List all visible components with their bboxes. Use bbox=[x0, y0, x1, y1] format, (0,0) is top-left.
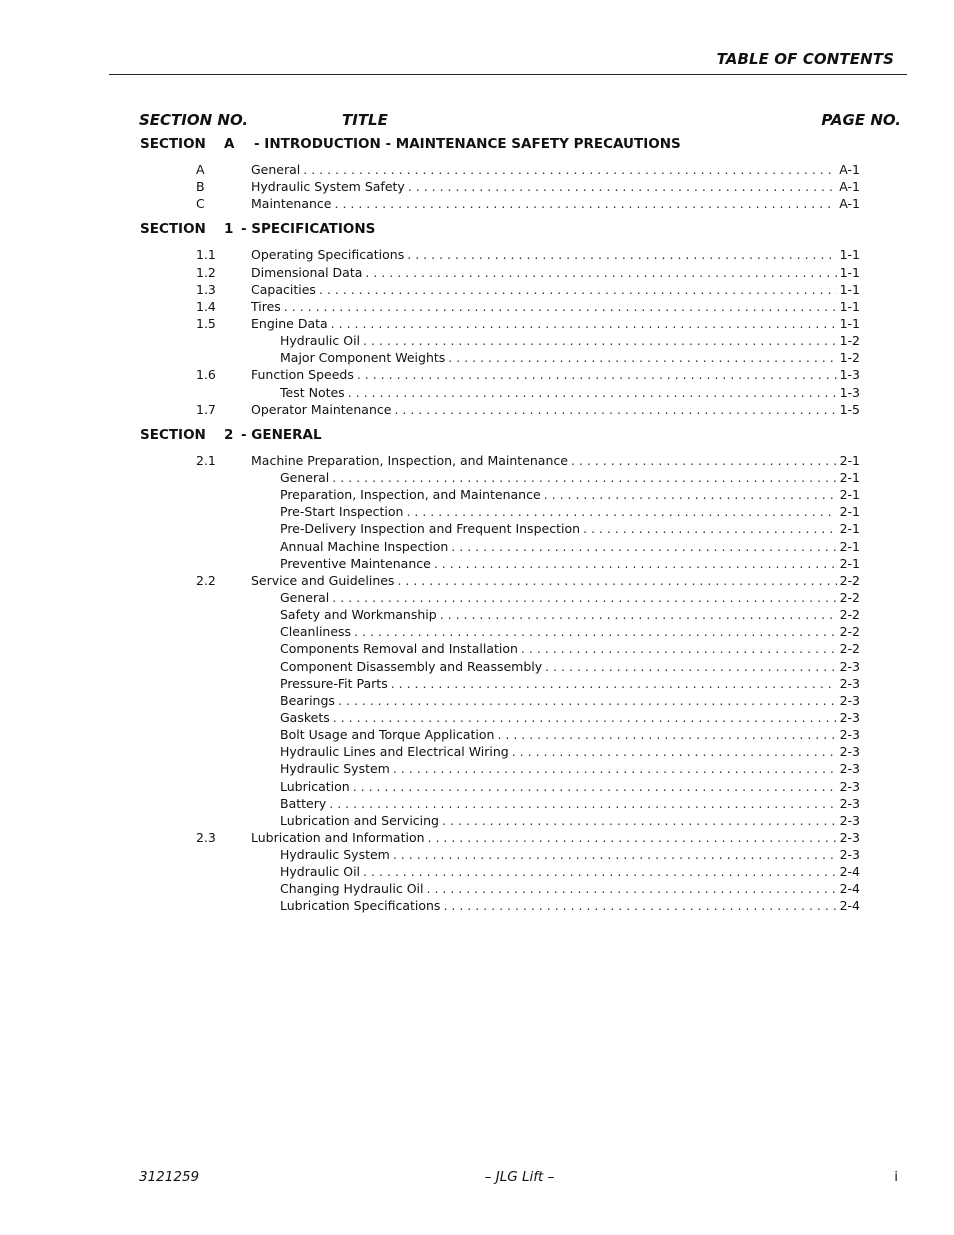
entry-title: Component Disassembly and Reassembly bbox=[280, 658, 543, 674]
dot-leader bbox=[406, 504, 836, 519]
entry-line bbox=[280, 864, 860, 879]
entry-page: 2-1 bbox=[839, 538, 860, 554]
entry-page: 2-2 bbox=[839, 607, 860, 623]
entry-line bbox=[280, 744, 860, 759]
entry-line bbox=[251, 247, 860, 262]
entry-number: 1.1 bbox=[196, 247, 216, 263]
entry-page: 2-1 bbox=[839, 521, 860, 537]
entry-title: Lubrication bbox=[280, 778, 350, 794]
toc-entry[interactable] bbox=[0, 402, 954, 419]
entry-page: 2-3 bbox=[839, 795, 860, 811]
entry-title: Pre-Delivery Inspection and Frequent Inspection bbox=[280, 521, 581, 537]
dot-leader bbox=[335, 196, 837, 211]
section-gap bbox=[0, 213, 954, 221]
toc-entry[interactable] bbox=[0, 470, 954, 487]
entry-page: 2-2 bbox=[839, 624, 860, 640]
entry-number: 2.1 bbox=[196, 452, 216, 468]
section-title: - INTRODUCTION - MAINTENANCE SAFETY PRECAUTIONS bbox=[254, 136, 681, 152]
dot-leader bbox=[348, 385, 837, 400]
entry-line bbox=[280, 676, 860, 691]
entry-title: General bbox=[280, 469, 330, 485]
entry-title: Annual Machine Inspection bbox=[280, 538, 449, 554]
entry-page: 2-3 bbox=[839, 812, 860, 828]
dot-leader bbox=[440, 607, 837, 622]
toc-entry[interactable] bbox=[0, 350, 954, 367]
section-word: SECTION bbox=[140, 136, 206, 152]
toc-entry[interactable] bbox=[0, 727, 954, 744]
section-number: 2 bbox=[224, 426, 234, 443]
entry-line bbox=[251, 573, 860, 588]
dot-leader bbox=[329, 796, 836, 811]
entry-line bbox=[280, 727, 860, 742]
entry-page: 2-3 bbox=[839, 744, 860, 760]
entry-title: Hydraulic System Safety bbox=[251, 179, 405, 195]
toc-entry[interactable] bbox=[0, 676, 954, 693]
entry-line bbox=[280, 521, 860, 536]
column-header-section: SECTION NO. bbox=[139, 111, 249, 129]
entry-number: 1.7 bbox=[196, 401, 216, 417]
entry-title: Bearings bbox=[280, 692, 335, 708]
toc-entry[interactable] bbox=[0, 265, 954, 282]
entry-page: 1-1 bbox=[839, 264, 860, 280]
dot-leader bbox=[391, 676, 837, 691]
dot-leader bbox=[331, 316, 837, 331]
entry-title: Tires bbox=[251, 298, 281, 314]
column-header-page: PAGE NO. bbox=[821, 111, 901, 129]
section-gap bbox=[0, 419, 954, 427]
toc-entry[interactable] bbox=[0, 179, 954, 196]
entry-page: 2-4 bbox=[839, 864, 860, 880]
entry-title: Dimensional Data bbox=[251, 264, 363, 280]
footer-doc-number: 3121259 bbox=[139, 1169, 200, 1185]
entry-page: 2-1 bbox=[839, 504, 860, 520]
entry-line bbox=[251, 196, 860, 211]
toc-entry[interactable] bbox=[0, 898, 954, 915]
entry-line bbox=[280, 761, 860, 776]
entry-page: 2-3 bbox=[839, 829, 860, 845]
toc-entry[interactable] bbox=[0, 196, 954, 213]
entry-page: 2-3 bbox=[839, 692, 860, 708]
entry-title: Machine Preparation, Inspection, and Maintenance bbox=[251, 452, 568, 468]
dot-leader bbox=[583, 521, 837, 536]
entry-page: 2-1 bbox=[839, 487, 860, 503]
entry-page: 2-3 bbox=[839, 761, 860, 777]
entry-line bbox=[280, 333, 860, 348]
entry-number: 2.3 bbox=[196, 829, 216, 845]
entry-page: 2-4 bbox=[839, 898, 860, 914]
dot-leader bbox=[393, 761, 837, 776]
entry-page: 2-3 bbox=[839, 709, 860, 725]
section-number: A bbox=[224, 136, 235, 152]
entry-line bbox=[280, 385, 860, 400]
entry-page: A-1 bbox=[839, 179, 860, 195]
entry-page: 1-3 bbox=[839, 384, 860, 400]
entry-title: Battery bbox=[280, 795, 327, 811]
toc-entry[interactable] bbox=[0, 487, 954, 504]
toc-entry[interactable] bbox=[0, 864, 954, 881]
entry-title: Major Component Weights bbox=[280, 350, 446, 366]
entry-number: 2.2 bbox=[196, 572, 216, 588]
section-title: - GENERAL bbox=[241, 426, 322, 443]
entry-number: A bbox=[196, 162, 205, 177]
entry-page: 1-2 bbox=[839, 350, 860, 366]
toc-entry[interactable] bbox=[0, 641, 954, 658]
entry-title: Maintenance bbox=[251, 196, 332, 212]
dot-leader bbox=[545, 659, 836, 674]
dot-leader bbox=[442, 813, 837, 828]
entry-title: Test Notes bbox=[280, 384, 345, 400]
dot-leader bbox=[365, 265, 836, 280]
toc-entry[interactable] bbox=[0, 659, 954, 676]
toc-entry[interactable] bbox=[0, 247, 954, 264]
entry-page: 1-1 bbox=[839, 298, 860, 314]
entry-page: 2-2 bbox=[839, 589, 860, 605]
dot-leader bbox=[408, 179, 836, 194]
toc-entry[interactable] bbox=[0, 385, 954, 402]
dot-leader bbox=[443, 898, 836, 913]
dot-leader bbox=[332, 590, 836, 605]
dot-leader bbox=[319, 282, 837, 297]
toc-entry[interactable] bbox=[0, 504, 954, 521]
entry-title: Hydraulic Lines and Electrical Wiring bbox=[280, 744, 509, 760]
toc-entry[interactable] bbox=[0, 830, 954, 847]
footer-page-number: i bbox=[894, 1169, 898, 1185]
dot-leader bbox=[434, 556, 837, 571]
toc-entry[interactable] bbox=[0, 796, 954, 813]
entry-line bbox=[251, 282, 860, 297]
column-header-title: TITLE bbox=[342, 111, 388, 129]
dot-leader bbox=[284, 299, 837, 314]
dot-leader bbox=[512, 744, 837, 759]
dot-leader bbox=[407, 247, 836, 262]
toc-entry[interactable] bbox=[0, 881, 954, 898]
toc-entry[interactable] bbox=[0, 710, 954, 727]
entry-title: Cleanliness bbox=[280, 624, 352, 640]
entry-page: 1-1 bbox=[839, 315, 860, 331]
entry-page: 2-3 bbox=[839, 675, 860, 691]
entry-line bbox=[280, 590, 860, 605]
toc-entry[interactable] bbox=[0, 556, 954, 573]
entry-title: Pressure-Fit Parts bbox=[280, 675, 388, 691]
entry-line bbox=[280, 881, 860, 896]
entry-line bbox=[280, 813, 860, 828]
toc-entry[interactable] bbox=[0, 847, 954, 864]
dot-leader bbox=[571, 453, 837, 468]
toc-entry[interactable] bbox=[0, 316, 954, 333]
dot-leader bbox=[448, 350, 836, 365]
dot-leader bbox=[393, 847, 837, 862]
entry-title: Preparation, Inspection, and Maintenance bbox=[280, 487, 541, 503]
entry-page: 1-5 bbox=[839, 401, 860, 417]
header-divider bbox=[109, 74, 907, 75]
entry-number: 1.5 bbox=[196, 315, 216, 331]
section-heading bbox=[0, 221, 954, 247]
entry-title: Lubrication Specifications bbox=[280, 898, 441, 914]
entry-title: Pre-Start Inspection bbox=[280, 504, 404, 520]
entry-page: 2-3 bbox=[839, 658, 860, 674]
entry-line bbox=[280, 624, 860, 639]
entry-number: B bbox=[196, 179, 205, 195]
dot-leader bbox=[354, 624, 837, 639]
entry-line bbox=[280, 641, 860, 656]
dot-leader bbox=[357, 367, 837, 382]
entry-page: 1-1 bbox=[839, 281, 860, 297]
entry-title: Preventive Maintenance bbox=[280, 555, 431, 571]
entry-page: 2-3 bbox=[839, 727, 860, 743]
dot-leader bbox=[451, 539, 836, 554]
toc-entry[interactable] bbox=[0, 590, 954, 607]
dot-leader bbox=[497, 727, 836, 742]
entry-line bbox=[251, 316, 860, 331]
toc-entry[interactable] bbox=[0, 693, 954, 710]
dot-leader bbox=[363, 864, 837, 879]
entry-title: Hydraulic System bbox=[280, 761, 390, 777]
entry-title: Hydraulic Oil bbox=[280, 333, 361, 349]
entry-number: 1.3 bbox=[196, 281, 216, 297]
entry-title: Safety and Workmanship bbox=[280, 607, 437, 623]
dot-leader bbox=[333, 710, 837, 725]
entry-page: 2-3 bbox=[839, 847, 860, 863]
entry-line bbox=[251, 830, 860, 845]
toc-entry[interactable] bbox=[0, 299, 954, 316]
toc-entry[interactable] bbox=[0, 744, 954, 761]
entry-line bbox=[251, 162, 860, 177]
entry-page: 2-1 bbox=[839, 555, 860, 571]
entry-title: Components Removal and Installation bbox=[280, 641, 518, 657]
entry-line bbox=[280, 898, 860, 913]
entry-title: Changing Hydraulic Oil bbox=[280, 881, 424, 897]
entry-line bbox=[280, 693, 860, 708]
toc-entry[interactable] bbox=[0, 333, 954, 350]
entry-line bbox=[280, 556, 860, 571]
toc-entry[interactable] bbox=[0, 607, 954, 624]
entry-line bbox=[251, 402, 860, 417]
dot-leader bbox=[427, 881, 837, 896]
toc-entry[interactable] bbox=[0, 282, 954, 299]
entry-line bbox=[251, 453, 860, 468]
dot-leader bbox=[428, 830, 837, 845]
dot-leader bbox=[394, 402, 836, 417]
toc-entry[interactable] bbox=[0, 573, 954, 590]
entry-page: 1-1 bbox=[839, 247, 860, 263]
entry-title: Operating Specifications bbox=[251, 247, 405, 263]
toc-entry[interactable] bbox=[0, 521, 954, 538]
page-header-title: TABLE OF CONTENTS bbox=[716, 50, 894, 68]
entry-title: Hydraulic System bbox=[280, 847, 390, 863]
entry-page: 2-3 bbox=[839, 778, 860, 794]
entry-number: 1.4 bbox=[196, 298, 216, 314]
entry-title: Lubrication and Servicing bbox=[280, 812, 439, 828]
entry-line bbox=[280, 487, 860, 502]
entry-line bbox=[280, 504, 860, 519]
table-of-contents bbox=[0, 136, 954, 916]
entry-title: General bbox=[280, 589, 330, 605]
entry-page: 2-2 bbox=[839, 641, 860, 657]
entry-page: 1-2 bbox=[839, 333, 860, 349]
toc-entry[interactable] bbox=[0, 539, 954, 556]
entry-page: 1-3 bbox=[839, 367, 860, 383]
entry-number: 1.6 bbox=[196, 367, 216, 383]
entry-title: Operator Maintenance bbox=[251, 401, 392, 417]
toc-entry[interactable] bbox=[0, 624, 954, 641]
entry-title: Capacities bbox=[251, 281, 316, 297]
entry-title: Engine Data bbox=[251, 315, 328, 331]
entry-number: C bbox=[196, 196, 205, 212]
entry-line bbox=[251, 367, 860, 382]
dot-leader bbox=[521, 641, 837, 656]
toc-entry[interactable] bbox=[0, 162, 954, 179]
dot-leader bbox=[397, 573, 836, 588]
entry-line bbox=[280, 470, 860, 485]
entry-line bbox=[280, 607, 860, 622]
section-title: - SPECIFICATIONS bbox=[241, 221, 376, 238]
entry-title: Function Speeds bbox=[251, 367, 354, 383]
entry-line bbox=[251, 179, 860, 194]
entry-title: Hydraulic Oil bbox=[280, 864, 361, 880]
section-heading bbox=[0, 427, 954, 453]
entry-line bbox=[251, 299, 860, 314]
entry-line bbox=[280, 350, 860, 365]
entry-line bbox=[280, 796, 860, 811]
footer-brand: – JLG Lift – bbox=[484, 1169, 555, 1185]
dot-leader bbox=[363, 333, 837, 348]
entry-line bbox=[280, 710, 860, 725]
entry-line bbox=[280, 779, 860, 794]
dot-leader bbox=[338, 693, 837, 708]
entry-line bbox=[251, 265, 860, 280]
entry-line bbox=[280, 847, 860, 862]
dot-leader bbox=[303, 162, 836, 177]
section-word: SECTION bbox=[140, 221, 206, 238]
entry-title: Lubrication and Information bbox=[251, 829, 425, 845]
dot-leader bbox=[332, 470, 836, 485]
section-word: SECTION bbox=[140, 426, 206, 443]
dot-leader bbox=[544, 487, 837, 502]
section-number: 1 bbox=[224, 221, 234, 238]
entry-page: 2-4 bbox=[839, 881, 860, 897]
entry-line bbox=[280, 539, 860, 554]
entry-title: Bolt Usage and Torque Application bbox=[280, 727, 495, 743]
entry-title: General bbox=[251, 162, 301, 177]
toc-entry[interactable] bbox=[0, 813, 954, 830]
entry-page: 2-1 bbox=[839, 452, 860, 468]
toc-entry[interactable] bbox=[0, 453, 954, 470]
toc-entry[interactable] bbox=[0, 779, 954, 796]
entry-page: 2-2 bbox=[839, 572, 860, 588]
dot-leader bbox=[353, 779, 837, 794]
toc-entry[interactable] bbox=[0, 367, 954, 384]
entry-page: A-1 bbox=[839, 162, 860, 177]
entry-page: 2-1 bbox=[839, 469, 860, 485]
entry-line bbox=[280, 659, 860, 674]
entry-page: A-1 bbox=[839, 196, 860, 212]
entry-title: Service and Guidelines bbox=[251, 572, 395, 588]
section-heading bbox=[0, 136, 954, 162]
toc-entry[interactable] bbox=[0, 761, 954, 778]
entry-title: Gaskets bbox=[280, 709, 330, 725]
entry-number: 1.2 bbox=[196, 264, 216, 280]
